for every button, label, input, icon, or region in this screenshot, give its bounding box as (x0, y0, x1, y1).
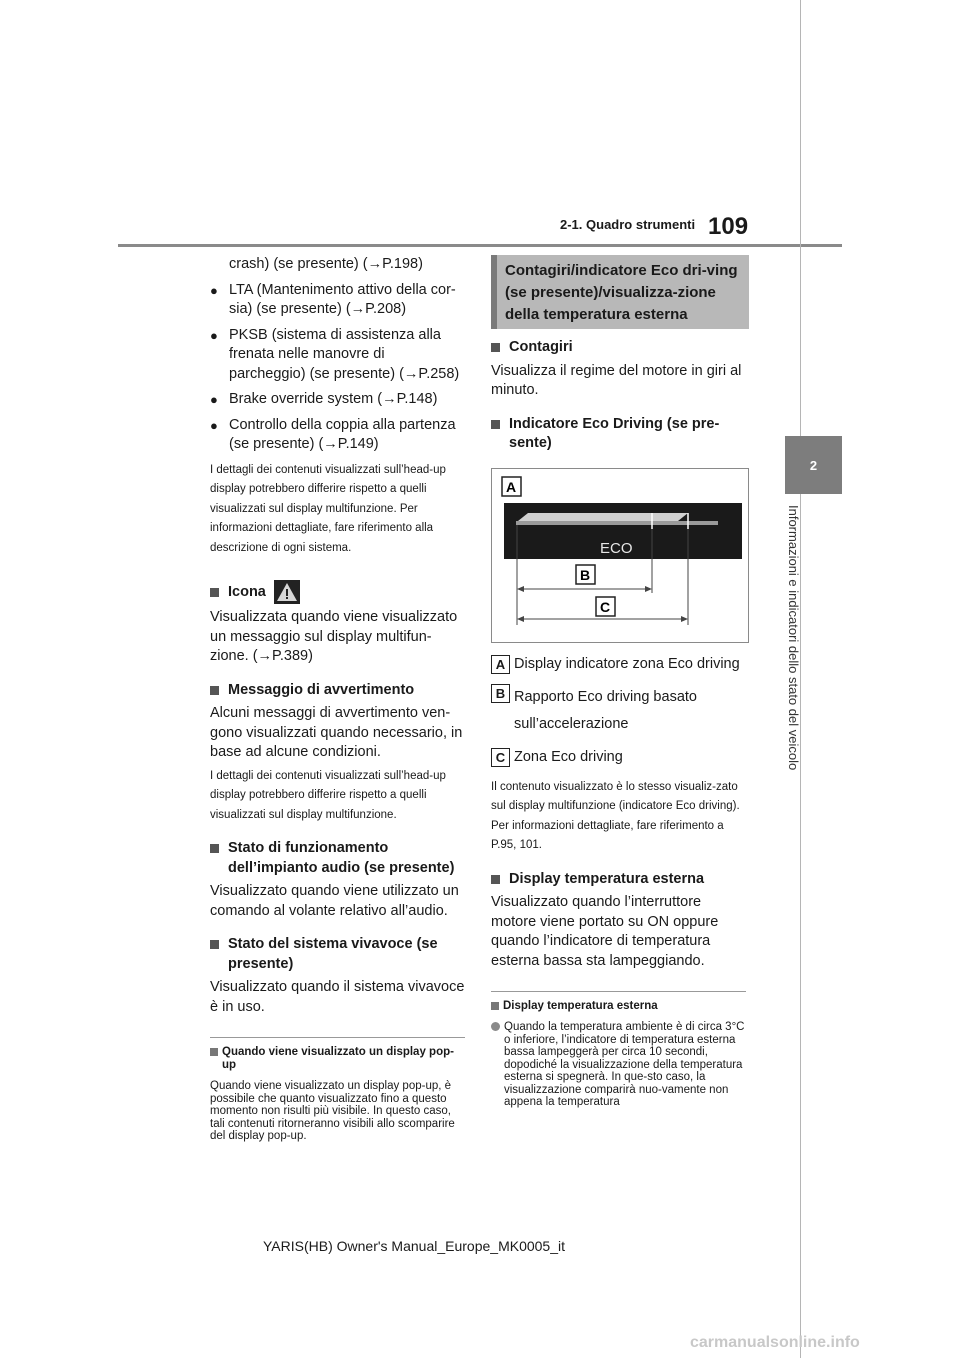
section-header: 2-1. Quadro strumenti (560, 217, 696, 232)
subheading-audio: Stato di funzionamento dell’impianto audio (se presente) (210, 839, 465, 878)
messaggio-text: Alcuni messaggi di avvertimento ven-gono visualizzati quando necessario, in base ad alcune condizioni. (210, 705, 463, 760)
warning-triangle-icon (274, 580, 300, 604)
list-item: ● Brake override system (→P.148) (210, 390, 465, 410)
square-bullet-icon (210, 686, 219, 695)
vivavoce-text: Visualizzato quando il sistema vivavoce è in uso. (210, 979, 465, 1015)
note-divider (491, 991, 746, 992)
subheading-vivavoce: Stato del sistema vivavoce (se presente) (210, 935, 465, 974)
arrow-left-b (517, 586, 524, 592)
right-column (491, 338, 746, 1109)
square-bullet-icon (210, 1048, 218, 1056)
square-bullet-icon (491, 875, 500, 884)
legend-item: A Display indicatore zona Eco driving (491, 655, 746, 675)
temperatura-text: Visualizzato quando l’interruttore motore viene portato su ON oppure quando l’indicatore di temperatura esterna bassa sta lampeggiando. (491, 894, 719, 969)
subheading-icona: Icona (210, 580, 465, 604)
round-bullet-icon (491, 1022, 500, 1031)
note-heading: Display temperatura esterna (491, 1000, 746, 1013)
audio-text: Visualizzato quando viene utilizzato un comando al volante relativo all’audio. (210, 883, 459, 919)
square-bullet-icon (491, 343, 500, 352)
arrow-right-c (681, 616, 688, 622)
eco-zone-bar (518, 513, 688, 521)
bullet-icon: ● (210, 392, 218, 407)
note-list-item: Quando la temperatura ambiente è di circa 3°C o inferiore, l’indicatore di temperatura esterna bassa lampeggerà per circa 10 secondi, dopodiché la visualizzazione della temperatura esterna si spegnerà. In que-sto caso, la visualizzazione comparirà nuo-vamente non appena la temperatura (491, 1021, 746, 1109)
label-a: A (506, 478, 517, 495)
left-column (210, 255, 465, 1143)
icona-text: Visualizzata quando viene visualizzato un messaggio sul display multifun-zione. (→P.389) (210, 609, 458, 664)
bullet-icon: ● (210, 417, 218, 433)
label-b: B (580, 566, 591, 583)
legend-item: B Rapporto Eco driving basato sull’accelerazione (491, 684, 746, 738)
continued-text: crash) (se presente) (→P.198) (229, 256, 423, 272)
label-c: C (600, 598, 611, 615)
hud-note: I dettagli dei contenuti visualizzati sull’head-up display potrebbero differire rispetto a quelli visualizzati sul display multifunzione. Per informazioni dettagliate, fare riferimento alla descrizione di ogni sistema. (210, 463, 446, 554)
bullet-icon: ● (210, 327, 218, 343)
chapter-tab[interactable]: 2 (785, 436, 842, 494)
eco-label: ECO (600, 539, 633, 557)
square-bullet-icon (210, 588, 219, 597)
eco-diagram-svg (492, 469, 748, 642)
note-text: Quando viene visualizzato un display pop-up, è possibile che quanto visualizzato fino a questo momento non risulti più visibile. In questo caso, tali contenuti ritorneranno visibili allo scomparire del display pop-up. (210, 1080, 455, 1142)
square-bullet-icon (491, 420, 500, 429)
bullet-icon: ● (210, 282, 218, 298)
square-bullet-icon (210, 844, 219, 853)
header-rule (118, 244, 842, 247)
subheading-contagiri: Contagiri (491, 338, 746, 358)
list-item: ● Controllo della coppia alla partenza (se presente) (→P.149) (210, 416, 456, 452)
eco-indicator-diagram (491, 468, 749, 643)
arrow-left-c (517, 616, 524, 622)
square-bullet-icon (491, 1002, 499, 1010)
note-heading: Quando viene visualizzato un display pop-up (210, 1046, 465, 1072)
arrow-right-b (645, 586, 652, 592)
subheading-eco: Indicatore Eco Driving (se pre-sente) (491, 415, 746, 454)
page-number: 109 (708, 213, 749, 240)
hud-note-2: I dettagli dei contenuti visualizzati sull’head-up display potrebbero differire rispetto a quelli visualizzati sul display multifunzione. (210, 769, 446, 821)
subheading-messaggio: Messaggio di avvertimento (210, 681, 465, 701)
contagiri-text: Visualizza il regime del motore in giri al minuto. (491, 362, 742, 398)
list-item: ● PKSB (sistema di assistenza alla frenata nelle manovre di parcheggio) (se presente) (→P.258) (210, 326, 460, 382)
note-divider (210, 1037, 465, 1038)
legend-key: C (491, 748, 510, 767)
chapter-title: Informazioni e indicatori dello stato del veicolo (786, 505, 801, 771)
legend-key: A (491, 655, 510, 674)
legend-key: B (491, 684, 510, 703)
section-title-box: Contagiri/indicatore Eco dri-ving (se presente)/visualizza-zione della temperatura esterna (491, 255, 749, 329)
legend-item: C Zona Eco driving (491, 748, 746, 768)
watermark: carmanualsonline.info (690, 1334, 860, 1351)
square-bullet-icon (210, 940, 219, 949)
eco-note: Il contenuto visualizzato è lo stesso visualiz-zato sul display multifunzione (indicatore Eco driving). Per informazioni dettagliate, fare riferimento a P.95, 101. (491, 780, 740, 851)
list-item: ● LTA (Mantenimento attivo della cor-sia) (se presente) (→P.208) (210, 281, 456, 317)
footer-text: YARIS(HB) Owner's Manual_Europe_MK0005_it (263, 1238, 565, 1254)
subheading-temperatura: Display temperatura esterna (491, 870, 746, 890)
